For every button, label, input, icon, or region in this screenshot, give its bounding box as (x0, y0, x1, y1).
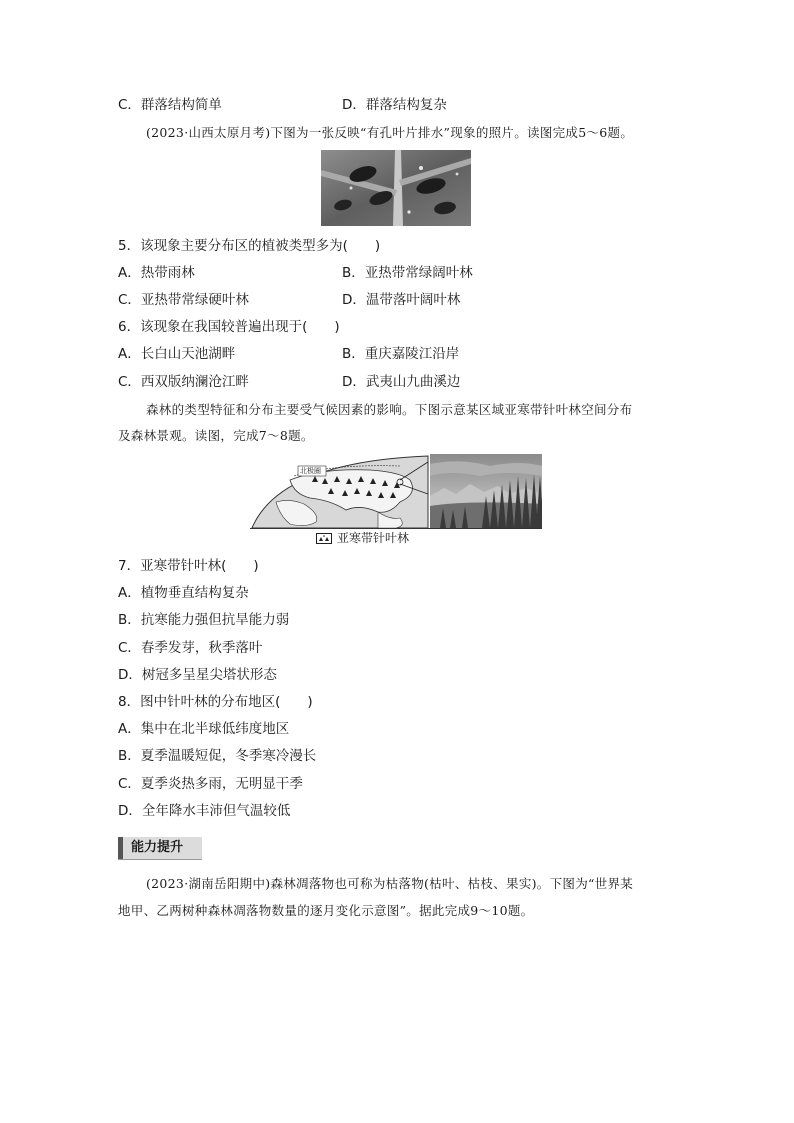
q5-option-b: B．亚热带常绿阔叶林 (342, 265, 473, 281)
q5-option-d: D．温带落叶阔叶林 (342, 292, 461, 308)
q6-stem: 6．该现象在我国较普遍出现于( ) (118, 319, 340, 335)
intro-7-8-line1: 森林的类型特征和分布主要受气候因素的影响。下图示意某区域亚寒带针叶林空间分布 (146, 402, 633, 417)
intro-7-8-line2: 及森林景观。读图，完成7～8题。 (118, 428, 314, 443)
q6-option-a: A．长白山天池湖畔 (118, 346, 236, 362)
q5-option-c: C．亚热带常绿硬叶林 (118, 292, 249, 308)
q5-stem: 5．该现象主要分布区的植被类型多为( ) (118, 238, 381, 254)
legend-symbol (316, 533, 332, 544)
figure-caption-rule (250, 528, 542, 529)
leaf-photo-graphic (321, 150, 471, 226)
section-heading-rule (118, 859, 202, 860)
q6-option-b: B．重庆嘉陵江沿岸 (342, 346, 460, 362)
intro-5-6: (2023·山西太原月考)下图为一张反映“有孔叶片排水”现象的照片。读图完成5～6题。 (146, 125, 634, 140)
conifer-symbol-icon (317, 534, 331, 543)
q7-option-d: D．树冠多呈星尖塔状形态 (118, 667, 277, 683)
intro-9-10-line1: (2023·湖南岳阳期中)森林凋落物也可称为枯落物(枯叶、枯枝、果实)。下图为“世界某 (146, 876, 634, 891)
legend-label: 亚寒带针叶林 (337, 531, 410, 545)
q8-option-c: C．夏季炎热多雨，无明显干季 (118, 776, 303, 792)
forest-map (250, 454, 430, 528)
q8-option-b: B．夏季温暖短促，冬季寒冷漫长 (118, 748, 317, 764)
q7-option-c: C．春季发芽，秋季落叶 (118, 640, 263, 656)
forest-photo-graphic (430, 454, 542, 528)
q7-option-b: B．抗寒能力强但抗旱能力弱 (118, 612, 290, 628)
forest-photo (430, 454, 542, 528)
q8-option-a: A．集中在北半球低纬度地区 (118, 721, 290, 737)
forest-map-graphic (250, 454, 430, 528)
q4-option-d: D．群落结构复杂 (342, 97, 447, 113)
leaf-photo (321, 150, 471, 226)
q7-stem: 7．亚寒带针叶林( ) (118, 558, 259, 574)
q8-option-d: D．全年降水丰沛但气温较低 (118, 803, 291, 819)
q4-option-c: C．群落结构简单 (118, 97, 222, 113)
arctic-circle-label: 北极圈 (300, 467, 321, 475)
q8-stem: 8．图中针叶林的分布地区( ) (118, 694, 313, 710)
q7-option-a: A．植物垂直结构复杂 (118, 585, 249, 601)
q6-option-c: C．西双版纳澜沧江畔 (118, 374, 249, 390)
q5-option-a: A．热带雨林 (118, 265, 195, 281)
q6-option-d: D．武夷山九曲溪边 (342, 374, 461, 390)
intro-9-10-line2: 地甲、乙两树种森林凋落物数量的逐月变化示意图”。据此完成9～10题。 (118, 903, 534, 918)
section-heading: 能力提升 (118, 837, 202, 859)
